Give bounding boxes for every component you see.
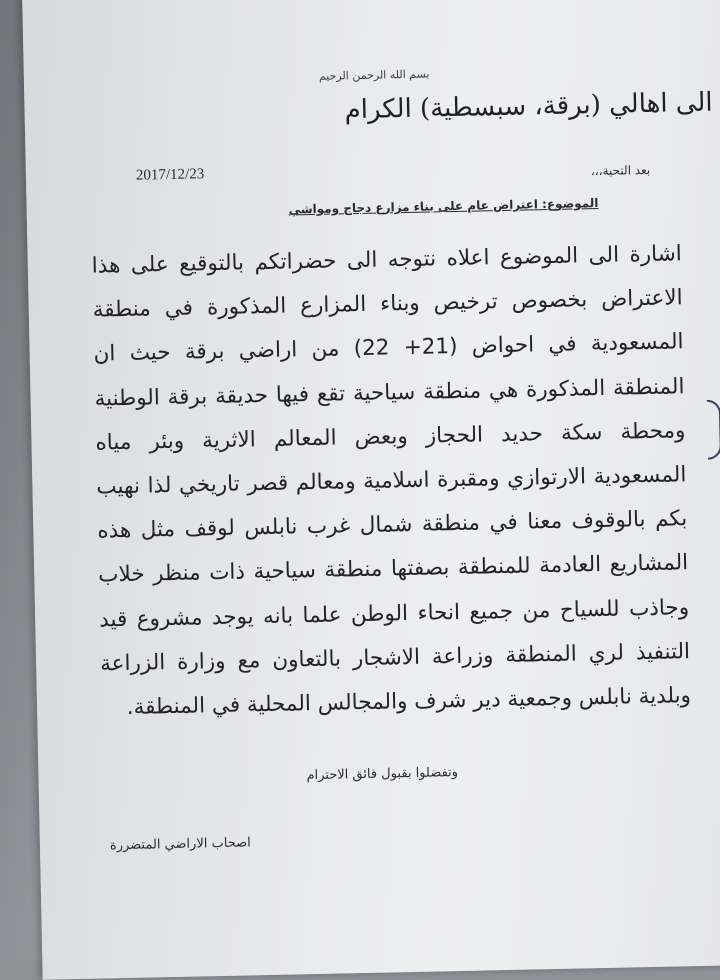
basmala: بسم الله الرحمن الرحيم <box>318 67 430 83</box>
signature-line: اصحاب الاراضي المتضررة <box>109 835 251 854</box>
margin-bracket-mark <box>707 399 720 459</box>
letter-body: اشارة الى الموضوع اعلاه نتوجه الى حضراتكم بالتوقيع على هذا الاعتراض بخصوص ترخيص وبناء المزارع المذكورة في منطقة المسعودية في احواض (21+ 22) من اراضي برقة حيث ان المنطقة المذكورة هي منطقة سياحية تقع فيها حديقة برقة الوطنية ومحطة سكة حديد الحجاز وبعض المعالم الاثرية وبئر مياه المسعودية الارتوازي ومقبرة اسلامية ومعالم قصر تاريخي لذا نهيب بكم بالوقوف معنا في منطقة شمال غرب نابلس لوقف مثل هذه المشاريع العادمة للمنطقة بصفتها منطقة سياحية ذات منظر خلاب وجاذب للسياح من جميع انحاء الوطن علما بانه يوجد مشروع قيد التنفيذ لري المنطقة وزراعة الاشجار بالتعاون مع وزارة الزراعة وبلدية نابلس وجمعية دير شرف والمجالس المحلية في المنطقة. <box>91 241 692 720</box>
letter-paper <box>22 0 720 980</box>
greeting: بعد التحية،،، <box>590 162 651 179</box>
closing-line: وتفضلوا بقبول فائق الاحترام <box>306 765 459 784</box>
letter-date: 2017/12/23 <box>135 166 205 184</box>
recipient-line: الى اهالي (برقة، سبسطية) الكرام <box>344 87 713 126</box>
subject-line: الموضوع: اعتراض عام على بناء مزارع دجاج ومواشي <box>288 195 599 217</box>
